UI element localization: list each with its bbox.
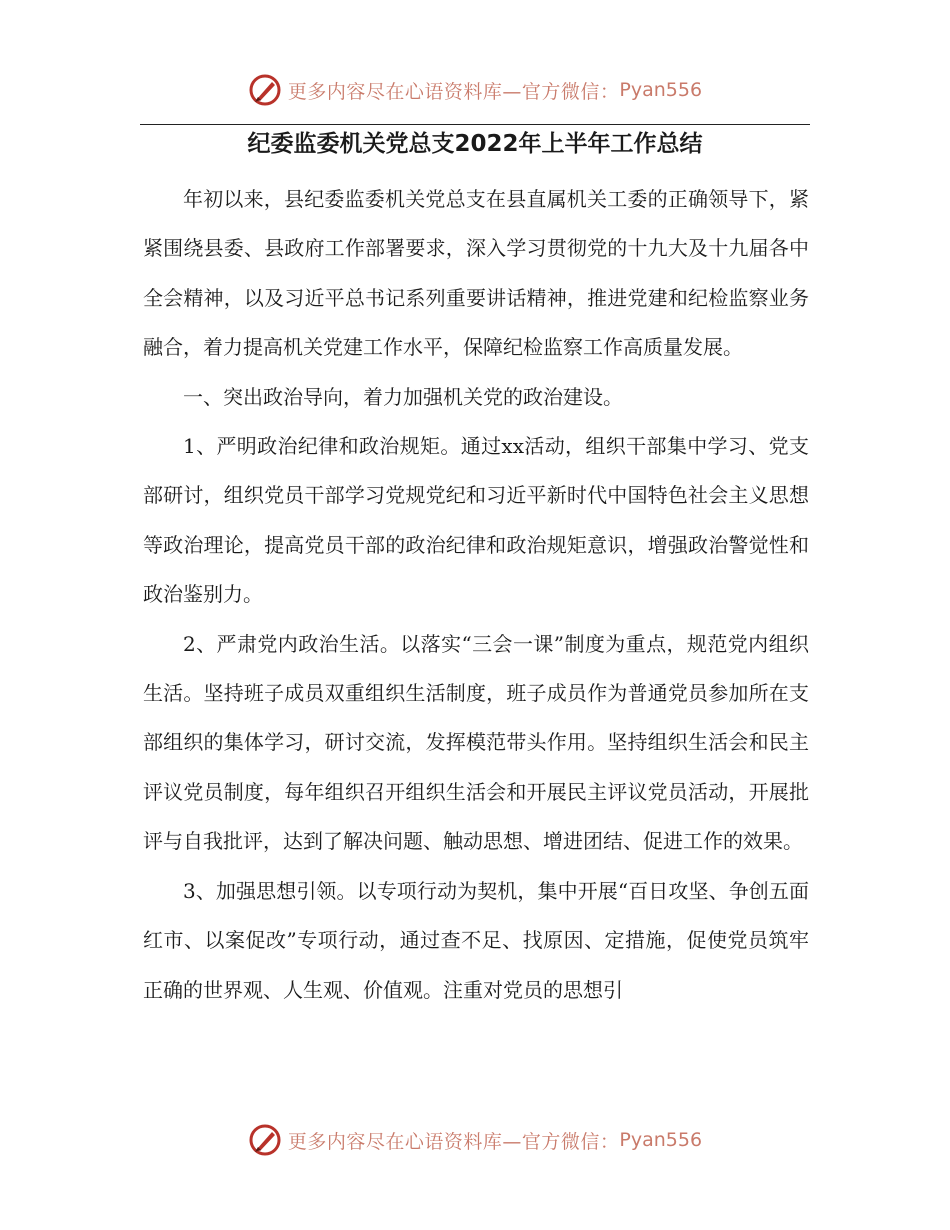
paragraph-item-3: 3、加强思想引领。以专项行动为契机，集中开展“百日攻坚、争创五面红市、以案促改”专项行动，通过查不足、找原因、定措施，促使党员筑牢正确的世界观、人生观、价值观。注重对党员的思想引 <box>143 878 809 1002</box>
paragraph-item-1: 1、严明政治纪律和政治规矩。通过xx活动，组织干部集中学习、党支部研讨，组织党员干部学习党规党纪和习近平新时代中国特色社会主义思想等政治理论，提高党员干部的政治纪律和政治规矩意识，增强政治警觉性和政治鉴别力。 <box>143 434 809 607</box>
header-banner-text: 更多内容尽在心语资料库—官方微信： <box>287 80 620 103</box>
paragraph-item-2: 2、严肃党内政治生活。以落实“三会一课”制度为重点，规范党内组织生活。坚持班子成员双重组织生活制度，班子成员作为普通党员参加所在支部组织的集体学习，研讨交流，发挥模范带头作用。坚持组织生活会和民主评议党员制度，每年组织召开组织生活会和开展民主评议党员活动，开展批评与自我批评，达到了解决问题、触动思想、增进团结、促进工作的效果。 <box>143 631 809 854</box>
footer-banner <box>0 1120 950 1160</box>
paragraph-intro: 年初以来，县纪委监委机关党总支在县直属机关工委的正确领导下，紧紧围绕县委、县政府工作部署要求，深入学习贯彻党的十九大及十九届各中全会精神，以及习近平总书记系列重要讲话精神，推进党建和纪检监察业务融合，着力提高机关党建工作水平，保障纪检监察工作高质量发展。 <box>143 187 809 360</box>
quill-logo-icon <box>248 73 282 107</box>
header-wechat-id: Pyan556 <box>619 79 703 101</box>
footer-wechat-id: Pyan556 <box>619 1129 703 1151</box>
title-divider <box>140 124 810 125</box>
footer-banner-text: 更多内容尽在心语资料库—官方微信： <box>287 1130 620 1153</box>
header-banner <box>0 70 950 110</box>
document-body <box>143 175 809 1015</box>
document-title: 纪委监委机关党总支2022年上半年工作总结 <box>247 131 703 157</box>
paragraph-section-heading: 一、突出政治导向，着力加强机关党的政治建设。 <box>183 384 623 409</box>
quill-logo-icon <box>248 1123 282 1157</box>
